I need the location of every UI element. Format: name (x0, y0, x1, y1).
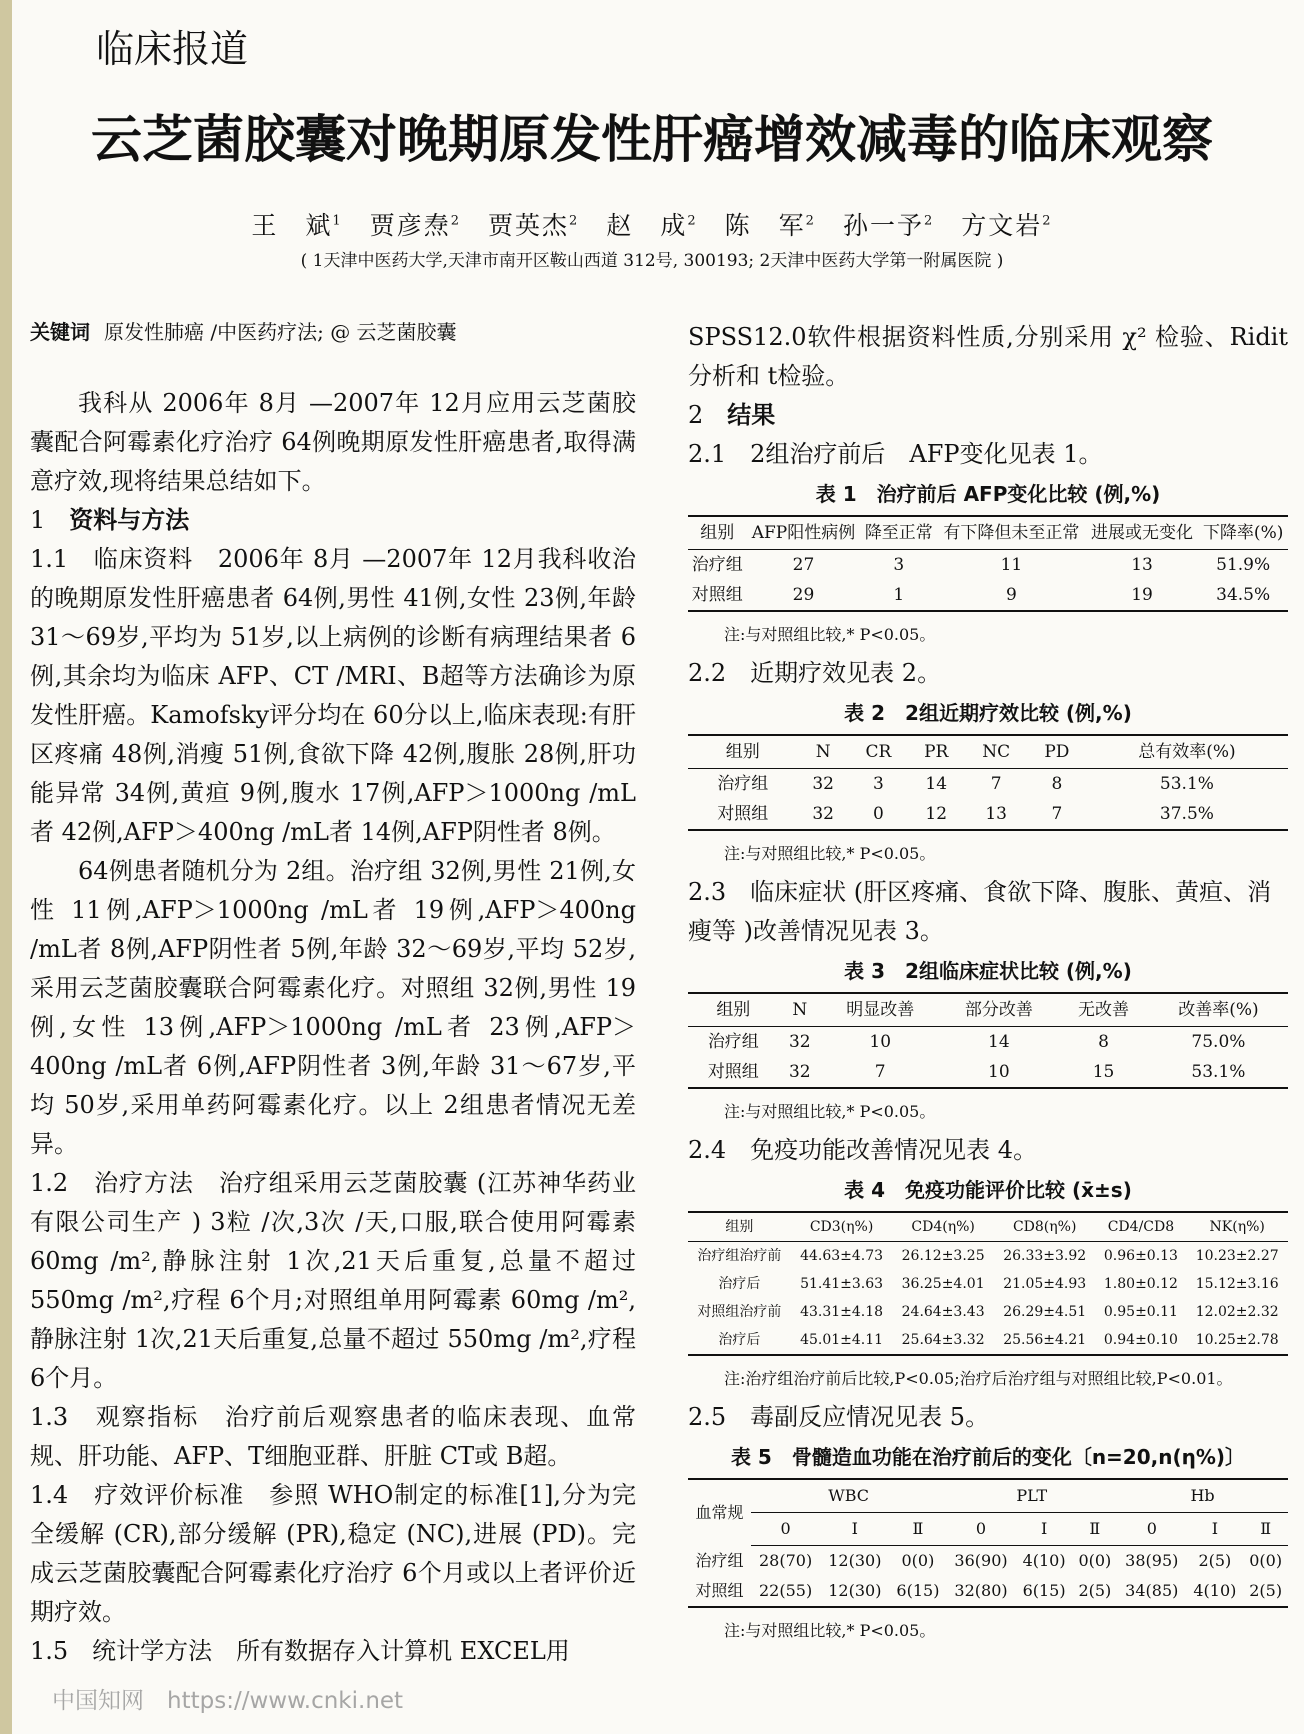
table-cell: 19 (1131, 585, 1153, 605)
table-5-caption: 表 5 骨髓造血功能在治疗前后的变化〔n=20,n(η%)〕 (730, 1445, 1246, 1469)
table-row (688, 580, 1288, 611)
section-1-3-heading: 1.3 观察指标 (30, 1403, 200, 1431)
section-2-5: 2.5 毒副反应情况见表 5。 (688, 1403, 990, 1431)
table-cell: 25.64±3.32 (901, 1332, 985, 1348)
table-cell: 34.5% (1216, 585, 1271, 605)
table-cell: 32 (812, 804, 834, 824)
table-cell: 22(55) (758, 1581, 813, 1600)
section-1-1-heading: 1.1 临床资料 (30, 545, 194, 573)
grade-header: Ⅰ (1016, 1513, 1073, 1546)
column-header: 总有效率(%) (1086, 735, 1288, 769)
column-header: 无改善 (1058, 993, 1149, 1027)
author-name: 贾英杰 (488, 211, 570, 240)
table-cell: 12(30) (828, 1581, 882, 1600)
column-header: 组别 (688, 1212, 791, 1242)
table-cell: 21.05±4.93 (1003, 1276, 1087, 1292)
table-cell: 32(80) (954, 1581, 1008, 1600)
table-cell: 25.56±4.21 (1003, 1332, 1087, 1348)
column-header: CD4/CD8 (1095, 1212, 1186, 1242)
keywords-label: 关键词 (30, 320, 90, 344)
table-cell: 12 (925, 804, 948, 824)
author-name: 方文岩 (961, 211, 1043, 240)
column-header: CD4(η%) (892, 1212, 994, 1242)
column-header: 下降率(%) (1198, 516, 1288, 550)
row-label-header: 血常规 (695, 1502, 744, 1522)
table-cell: 1 (893, 585, 905, 605)
table-cell: 治疗组 (695, 1550, 744, 1570)
grade-header: Ⅰ (820, 1513, 889, 1546)
table-1-caption: 表 1 治疗前后 AFP变化比较 (例,%) (815, 482, 1161, 506)
section-1-2: 1.2 治疗方法 治疗组采用云芝菌胶囊 (江苏神华药业有限公司生产 ) 3粒 /次,3次 /天,口服,联合使用阿霉素 60mg /m²,静脉注射 1次,21天后重复,总量不超过 550mg /m²,疗程 6个月;对照组单用阿霉素 60mg /m²,静脉注射 1次,21天后重复,总量不超过 550mg /m²,疗程 6个月。 (30, 1169, 636, 1392)
column-header: 部分改善 (940, 993, 1059, 1027)
author-affiliation-mark: 2 (687, 213, 698, 229)
table-cell: 3 (893, 555, 905, 575)
table-cell: 4(10) (1022, 1551, 1066, 1570)
article-title: 云芝菌胶囊对晚期原发性肝癌增效减毒的临床观察 (90, 111, 1213, 170)
section-1-4-heading: 1.4 疗效评价标准 (30, 1481, 245, 1509)
right-column (688, 318, 1288, 1650)
table-cell: 6(15) (896, 1581, 940, 1600)
section-1-4: 1.4 疗效评价标准 参照 WHO制定的标准[1],分为完全缓解 (CR),部分缓解 (PR),稳定 (NC),进展 (PD)。完成云芝菌胶囊配合阿霉素化疗治疗 6个月或以上者评价近期疗效。 (30, 1481, 636, 1626)
table-cell: 36(90) (954, 1551, 1008, 1570)
table-row (688, 1057, 1288, 1088)
table-cell: 32 (812, 774, 834, 794)
table-cell: 43.31±4.18 (800, 1304, 884, 1320)
table-3-caption: 表 3 2组临床症状比较 (例,%) (844, 959, 1132, 983)
column-header: PR (908, 735, 964, 769)
table-cell: 0(0) (901, 1551, 935, 1570)
author-list (0, 206, 1304, 242)
table-1 (688, 515, 1288, 612)
column-header: 进展或无变化 (1086, 516, 1199, 550)
table-4-caption: 表 4 免疫功能评价比较 (x̄±s) (844, 1178, 1132, 1202)
table-cell: 1.80±0.12 (1103, 1276, 1178, 1292)
grade-header: 0 (946, 1513, 1015, 1546)
table-cell: 38(95) (1125, 1551, 1179, 1570)
table-cell: 7 (1051, 804, 1063, 824)
section-1-5-heading: 1.5 统计学方法 (30, 1637, 213, 1665)
table-2-caption: 表 2 2组近期疗效比较 (例,%) (844, 701, 1132, 725)
column-header: 组别 (688, 993, 779, 1027)
table-cell: 24.64±3.43 (901, 1304, 985, 1320)
table-cell: 0(0) (1078, 1551, 1112, 1570)
table-cell: 0(0) (1249, 1551, 1283, 1570)
table-cell: 10 (869, 1032, 892, 1052)
column-header: CD8(η%) (994, 1212, 1096, 1242)
author-affiliation-mark: 2 (450, 213, 462, 229)
author-name: 贾彦焘 (369, 211, 451, 240)
table-cell: 治疗组治疗前 (697, 1248, 782, 1264)
table-cell: 2(5) (1198, 1551, 1232, 1570)
table-cell: 34(85) (1125, 1581, 1179, 1600)
table-cell: 6(15) (1022, 1581, 1066, 1600)
table-cell: 51.41±3.63 (800, 1276, 884, 1292)
table-cell: 0.95±0.11 (1103, 1304, 1178, 1320)
table-2 (688, 734, 1288, 831)
column-header: NC (964, 735, 1028, 769)
table-cell: 27 (792, 555, 815, 575)
column-header: PD (1028, 735, 1086, 769)
stats-method-continued: SPSS12.0软件根据资料性质,分别采用 χ² 检验、Ridit分析和 t检验。 (688, 323, 1288, 390)
column-header: CR (849, 735, 908, 769)
table-cell: 治疗组 (717, 774, 769, 794)
table-row (688, 1242, 1288, 1271)
column-header: 降至正常 (861, 516, 937, 550)
table-cell: 0.96±0.13 (1103, 1248, 1178, 1264)
table-cell: 14 (988, 1032, 1010, 1052)
table-cell: 36.25±4.01 (901, 1276, 985, 1292)
section-2-3: 2.3 临床症状 (肝区疼痛、食欲下降、腹胀、黄疸、消瘦等 )改善情况见表 3。 (688, 878, 1272, 945)
table-4-note: 注:治疗组治疗前后比较,P<0.05;治疗后治疗组与对照组比较,P<0.01。 (724, 1369, 1233, 1388)
author-affiliation-mark: 2 (1042, 213, 1053, 229)
table-row (688, 1270, 1288, 1298)
author-name: 王 斌 (251, 211, 333, 240)
group-header: Hb (1117, 1479, 1288, 1513)
grade-header: Ⅱ (1073, 1513, 1118, 1546)
table-cell: 对照组 (691, 585, 743, 605)
author-affiliation-mark: 2 (923, 213, 935, 229)
table-cell: 14 (925, 774, 948, 794)
intro-paragraph: 我科从 2006年 8月 —2007年 12月应用云芝菌胶囊配合阿霉素化疗治疗 64例晚期原发性肝癌患者,取得满意疗效,现将结果总结如下。 (30, 389, 636, 495)
table-cell: 7 (874, 1062, 886, 1082)
table-5-note: 注:与对照组比较,* P<0.05。 (724, 1621, 936, 1640)
table-cell: 11 (1000, 555, 1023, 575)
column-header: N (779, 993, 821, 1027)
group-header: WBC (751, 1479, 946, 1513)
table-cell: 44.63±4.73 (800, 1248, 884, 1264)
table-cell: 7 (990, 774, 1002, 794)
table-cell: 15 (1092, 1062, 1115, 1082)
table-cell: 12(30) (828, 1551, 882, 1570)
table-row (688, 1298, 1288, 1326)
column-header: AFP阳性病例 (746, 516, 860, 550)
table-cell: 4(10) (1193, 1581, 1237, 1600)
table-5 (688, 1478, 1288, 1608)
table-cell: 53.1% (1191, 1062, 1246, 1082)
watermark: 中国知网 https://www.cnki.net (52, 1688, 404, 1714)
author-name: 陈 军 (724, 211, 806, 240)
table-cell: 37.5% (1159, 804, 1214, 824)
table-cell: 45.01±4.11 (800, 1332, 884, 1348)
section-2-heading: 2 结果 (688, 401, 776, 429)
table-cell: 28(70) (758, 1551, 813, 1570)
author-name: 赵 成 (606, 211, 688, 240)
column-header: N (798, 735, 849, 769)
grade-header: Ⅱ (889, 1513, 946, 1546)
table-row (688, 1326, 1288, 1355)
table-cell: 8 (1051, 774, 1063, 794)
column-header: 组别 (688, 516, 746, 550)
section-1-1: 1.1 临床资料 2006年 8月 —2007年 12月我科收治的晚期原发性肝癌患者 64例,男性 41例,女性 23例,年龄 31～69岁,平均为 51岁,以上病例的诊断有病理结果者 6例,其余均为临床 AFP、CT /MRI、B超等方法确诊为原发性肝癌。Kamofsky评分均在 60分以上,临床表现:有肝区疼痛 48例,消瘦 51例,食欲下降 42例,腹胀 28例,肝功能异常 34例,黄疸 9例,腹水 17例,AFP＞1000ng /mL者 42例,AFP＞400ng /mL者 14例,AFP阴性者 8例。 (30, 545, 637, 846)
column-header: NK(η%) (1186, 1212, 1288, 1242)
author-name: 孙一予 (842, 211, 924, 240)
table-cell: 32 (788, 1062, 811, 1082)
table-row (688, 769, 1288, 800)
table-cell: 75.0% (1191, 1032, 1246, 1052)
table-cell: 10 (988, 1062, 1010, 1082)
keywords (30, 318, 636, 346)
table-cell: 32 (788, 1032, 811, 1052)
table-cell: 26.33±3.92 (1003, 1248, 1087, 1264)
table-cell: 治疗组 (691, 555, 743, 575)
table-3 (688, 992, 1288, 1089)
table-cell: 9 (1005, 585, 1017, 605)
table-cell: 51.9% (1216, 555, 1271, 575)
section-1-heading: 1 资料与方法 (30, 506, 190, 534)
column-header: 有下降但未至正常 (937, 516, 1086, 550)
table-cell: 2(5) (1078, 1581, 1112, 1600)
table-4 (688, 1211, 1288, 1356)
table-row (688, 1027, 1288, 1058)
column-header: CD3(η%) (791, 1212, 893, 1242)
table-cell: 29 (792, 585, 815, 605)
author-affiliation-mark: 2 (805, 213, 816, 229)
table-cell: 13 (1131, 555, 1153, 575)
table-cell: 10.23±2.27 (1195, 1248, 1279, 1264)
column-header: 改善率(%) (1149, 993, 1288, 1027)
left-column (30, 318, 636, 1671)
column-header: 组别 (688, 735, 798, 769)
table-cell: 0.94±0.10 (1103, 1332, 1178, 1348)
table-cell: 26.12±3.25 (901, 1248, 985, 1264)
section-2-1: 2.1 2组治疗前后 AFP变化见表 1。 (688, 440, 1103, 468)
table-cell: 治疗后 (718, 1276, 761, 1292)
table-cell: 8 (1098, 1032, 1109, 1052)
table-cell: 2(5) (1249, 1581, 1283, 1600)
author-affiliation-mark: 2 (569, 213, 580, 229)
table-cell: 10.25±2.78 (1195, 1332, 1279, 1348)
section-2-4: 2.4 免疫功能改善情况见表 4。 (688, 1136, 1038, 1164)
table-cell: 治疗后 (718, 1332, 761, 1348)
keywords-text: 原发性肺癌 /中医药疗法; @ 云芝菌胶囊 (104, 320, 457, 344)
grade-header: Ⅰ (1186, 1513, 1243, 1546)
table-2-note: 注:与对照组比较,* P<0.05。 (724, 844, 936, 863)
table-cell: 对照组 (707, 1062, 759, 1082)
table-cell: 治疗组 (707, 1032, 759, 1052)
table-3-note: 注:与对照组比较,* P<0.05。 (724, 1102, 936, 1121)
section-1-1-paragraph-2: 64例患者随机分为 2组。治疗组 32例,男性 21例,女性 11例,AFP＞1000ng /mL者 19例,AFP＞400ng /mL者 8例,AFP阴性者 5例,年龄 32～69岁,平均 52岁,采用云芝菌胶囊联合阿霉素化疗。对照组 32例,男性 19例,女性 13例,AFP＞1000ng /mL者 23例,AFP＞400ng /mL者 6例,AFP阴性者 3例,年龄 31～67岁,平均 50岁,采用单药阿霉素化疗。以上 2组患者情况无差异。 (30, 857, 636, 1158)
section-2-2: 2.2 近期疗效见表 2。 (688, 659, 942, 687)
table-cell: 对照组治疗前 (697, 1304, 782, 1320)
table-cell: 15.12±3.16 (1195, 1276, 1279, 1292)
table-cell: 对照组 (717, 804, 769, 824)
table-row (688, 1546, 1288, 1577)
grade-header: 0 (1117, 1513, 1186, 1546)
section-1-3: 1.3 观察指标 治疗前后观察患者的临床表现、血常规、肝功能、AFP、T细胞亚群、肝脏 CT或 B超。 (30, 1403, 636, 1470)
section-1-5: 1.5 统计学方法 所有数据存入计算机 EXCEL用 (30, 1637, 570, 1665)
table-cell: 对照组 (695, 1581, 744, 1600)
group-header: PLT (946, 1479, 1117, 1513)
table-1-note: 注:与对照组比较,* P<0.05。 (724, 625, 936, 644)
column-header: 明显改善 (821, 993, 940, 1027)
section-label: 临床报道 (96, 27, 249, 71)
section-1-2-heading: 1.2 治疗方法 (30, 1169, 194, 1197)
grade-header: 0 (751, 1513, 820, 1546)
affiliation: ( 1天津中医药大学,天津市南开区鞍山西道 312号, 300193; 2天津中医药大学第一附属医院 ) (300, 251, 1004, 271)
table-cell: 3 (872, 774, 884, 794)
table-row (688, 1576, 1288, 1607)
author-affiliation-mark: 1 (332, 213, 343, 229)
table-cell: 13 (985, 804, 1007, 824)
table-row (688, 550, 1288, 581)
table-cell: 26.29±4.51 (1003, 1304, 1087, 1320)
grade-header: Ⅱ (1243, 1513, 1288, 1546)
table-cell: 0 (872, 804, 884, 824)
table-row (688, 799, 1288, 830)
table-cell: 12.02±2.32 (1195, 1304, 1279, 1320)
table-cell: 53.1% (1159, 774, 1214, 794)
